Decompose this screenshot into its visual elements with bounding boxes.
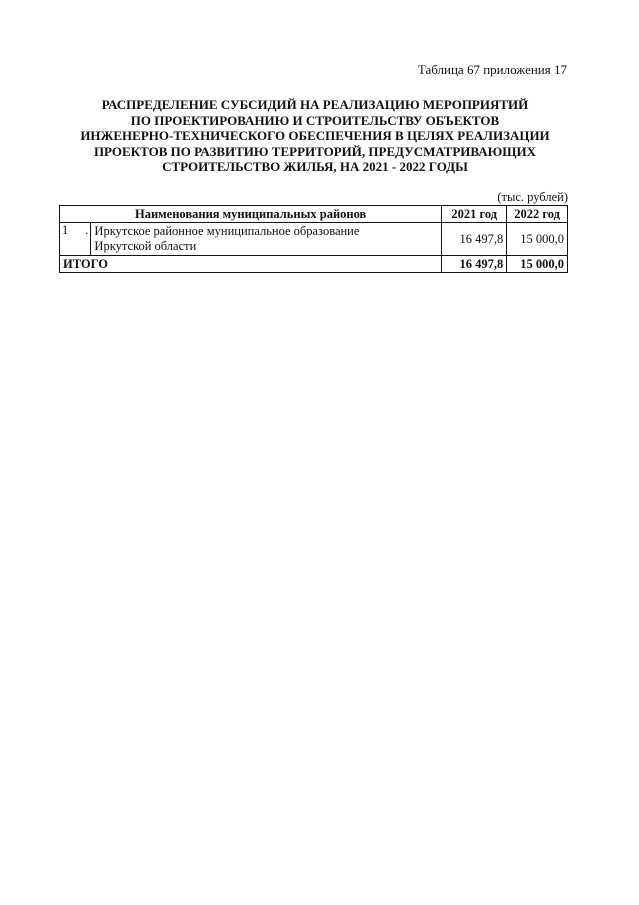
district-name-line: Иркутской области <box>94 239 197 253</box>
total-label: ИТОГО <box>60 256 442 273</box>
total-2021: 16 497,8 <box>442 256 507 273</box>
title-line: ИНЖЕНЕРНО-ТЕХНИЧЕСКОГО ОБЕСПЕЧЕНИЯ В ЦЕЛЯХ РЕАЛИЗАЦИИ <box>80 128 550 143</box>
header-year-2022: 2022 год <box>507 206 568 223</box>
value-2021: 16 497,8 <box>442 223 507 256</box>
title-line: РАСПРЕДЕЛЕНИЕ СУБСИДИЙ НА РЕАЛИЗАЦИЮ МЕРОПРИЯТИЙ <box>101 97 529 112</box>
total-2022: 15 000,0 <box>507 256 568 273</box>
table-header-row <box>60 206 568 223</box>
district-name-cell <box>91 223 442 256</box>
table-reference: Таблица 67 приложения 17 <box>417 62 567 77</box>
title-line: ПО ПРОЕКТИРОВАНИЮ И СТРОИТЕЛЬСТВУ ОБЪЕКТОВ <box>130 112 500 128</box>
header-name: Наименования муниципальных районов <box>60 206 442 223</box>
total-row <box>60 256 568 273</box>
row-number-suffix: . <box>85 223 89 237</box>
units-note: (тыс. рублей) <box>497 190 568 204</box>
title-line: СТРОИТЕЛЬСТВО ЖИЛЬЯ, НА 2021 - 2022 ГОДЫ <box>162 159 468 174</box>
document-title <box>60 97 570 175</box>
value-2022: 15 000,0 <box>507 223 568 256</box>
row-number-cell <box>60 223 91 256</box>
district-name-line: Иркутское районное муниципальное образование <box>94 224 360 238</box>
subsidy-table <box>59 205 568 273</box>
header-year-2021: 2021 год <box>442 206 507 223</box>
title-line: ПРОЕКТОВ ПО РАЗВИТИЮ ТЕРРИТОРИЙ, ПРЕДУСМАТРИВАЮЩИХ <box>93 143 537 159</box>
row-number: 1 <box>62 223 69 237</box>
table-row <box>60 223 568 256</box>
